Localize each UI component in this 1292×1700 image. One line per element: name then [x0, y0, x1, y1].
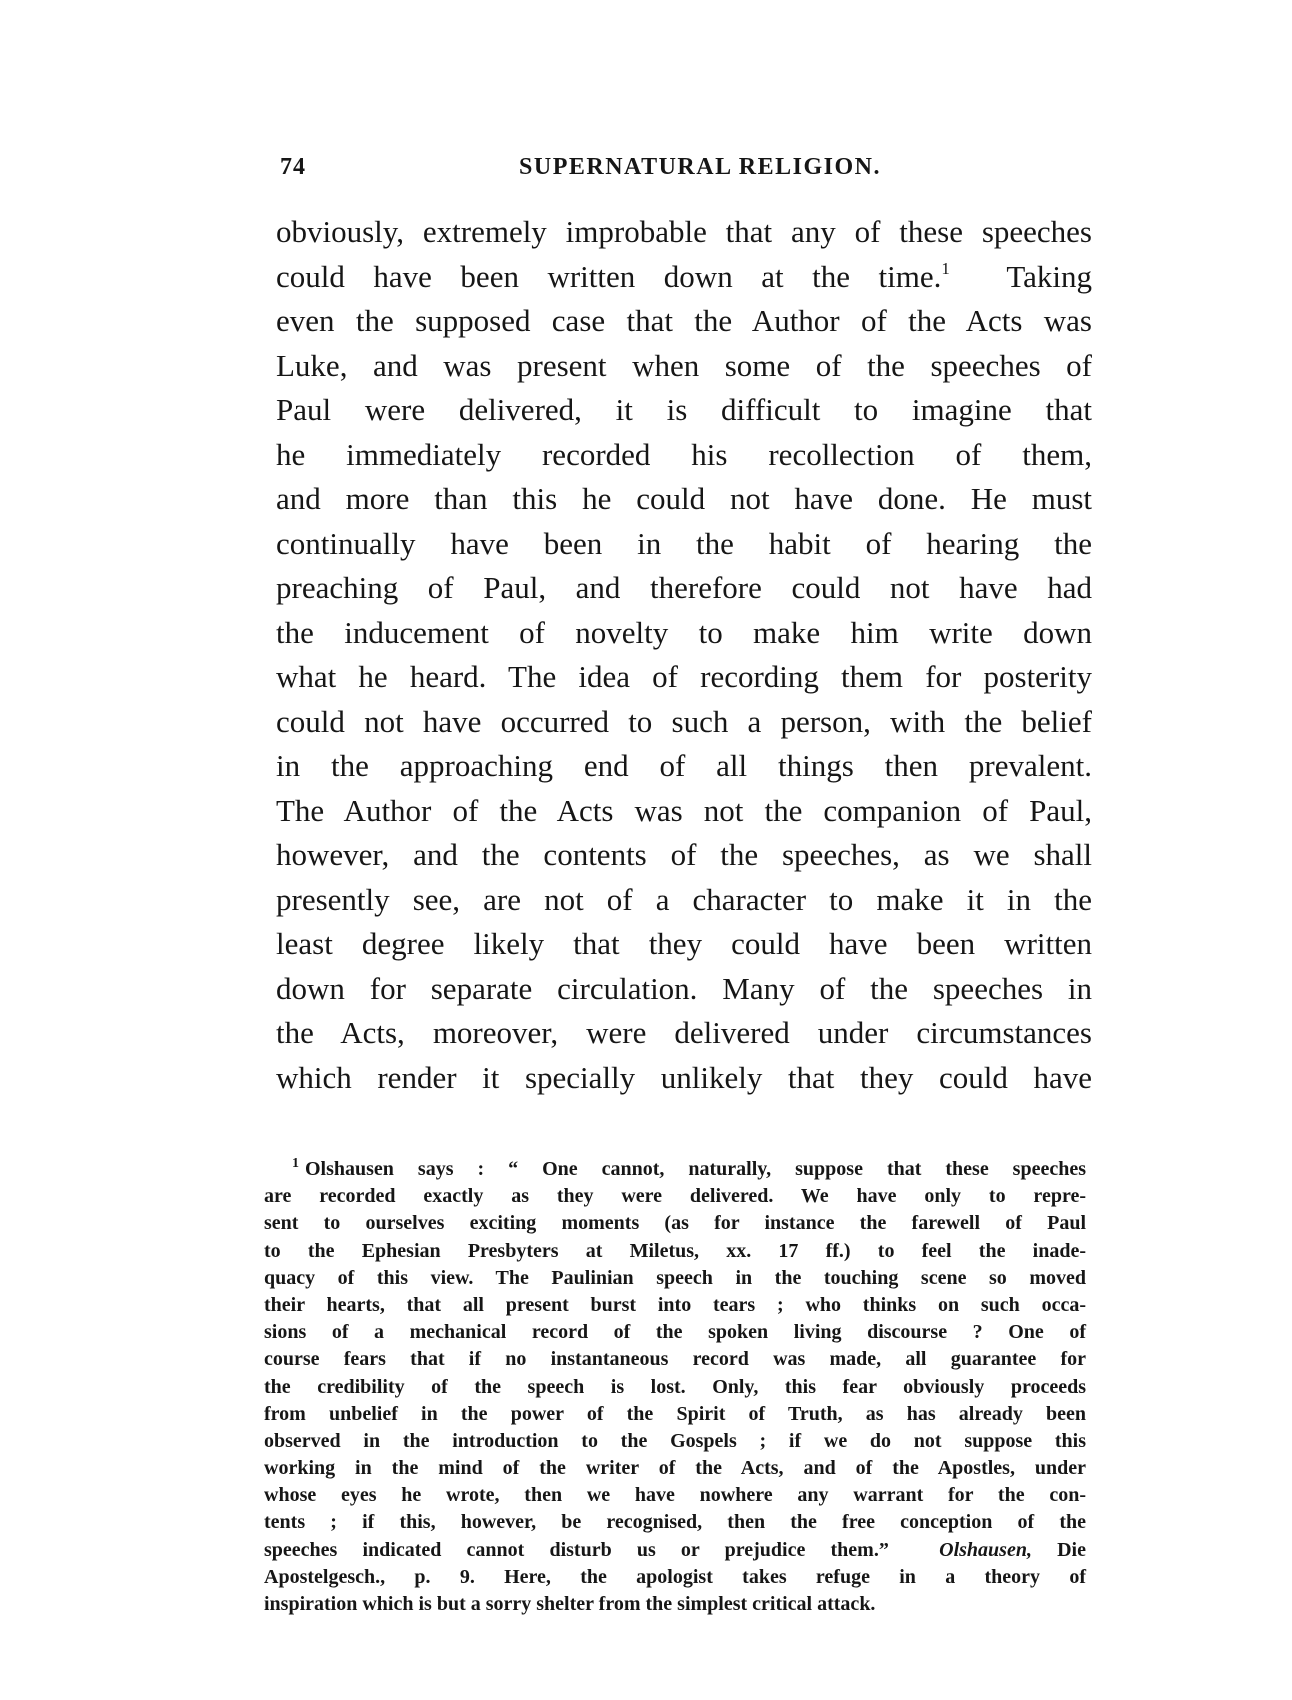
footnote-line: Apostelgesch., p. 9. Here, the apologist takes refuge in a theory of	[264, 1565, 1086, 1588]
footnote-line: to the Ephesian Presbyters at Miletus, xx. 17 ff.) to feel the inade-	[264, 1239, 1086, 1262]
text-line: the inducement of novelty to make him write down	[276, 614, 1092, 650]
footnote-reference: 1	[941, 258, 950, 278]
footnote-line: sent to ourselves exciting moments (as for instance the farewell of Paul	[264, 1212, 1086, 1235]
text-line: what he heard. The idea of recording them for posterity	[276, 659, 1092, 694]
text-line: least degree likely that they could have been written	[276, 926, 1092, 961]
text-line: obviously, extremely improbable that any of these speeches	[276, 214, 1092, 249]
footnote-line: tents ; if this, however, be recognised, then the free conception of the	[264, 1511, 1086, 1534]
footnote-line: working in the mind of the writer of the Acts, and of the Apostles, under	[264, 1457, 1086, 1480]
citation-title-start: Die	[1057, 1538, 1086, 1561]
main-text	[276, 210, 1092, 1100]
footnote-line: are recorded exactly as they were delivered. We have only to repre-	[264, 1185, 1086, 1208]
text-line: down for separate circulation. Many of the speeches in	[276, 970, 1092, 1006]
text-line	[276, 255, 1092, 300]
footnote-line: course fears that if no instantaneous record was made, all guarantee for	[264, 1348, 1086, 1371]
footnote-line: the credibility of the speech is lost. Only, this fear obviously proceeds	[264, 1375, 1086, 1398]
text-line: and more than this he could not have done. He must	[276, 481, 1092, 516]
text-line: he immediately recorded his recollection of them,	[276, 436, 1092, 472]
text-line-part: Taking	[1006, 258, 1092, 294]
text-line: in the approaching end of all things then prevalent.	[276, 748, 1092, 783]
text-line: could not have occurred to such a person, with the belief	[276, 703, 1092, 739]
footnote-line: from unbelief in the power of the Spirit of Truth, as has already been	[264, 1402, 1086, 1425]
text-line: even the supposed case that the Author of the Acts was	[276, 303, 1092, 338]
text-line: Luke, and was present when some of the speeches of	[276, 347, 1092, 383]
page-header	[270, 154, 1090, 188]
footnote-line	[264, 1156, 1086, 1183]
footnote-line: sions of a mechanical record of the spoken living discourse ? One of	[264, 1321, 1086, 1344]
text-line: The Author of the Acts was not the companion of Paul,	[276, 792, 1092, 828]
text-line: Paul were delivered, it is difficult to imagine that	[276, 392, 1092, 427]
footnote-line	[264, 1537, 1086, 1564]
text-line: continually have been in the habit of hearing the	[276, 525, 1092, 561]
footnote-line-text: speeches indicated cannot disturb us or prejudice them.”	[264, 1538, 889, 1561]
citation-author: Olshausen,	[939, 1538, 1032, 1561]
text-line-part: could have been written down at the time.	[276, 258, 942, 294]
footnote-line: their hearts, that all present burst into tears ; who thinks on such occa-	[264, 1293, 1086, 1316]
text-line: however, and the contents of the speeches, as we shall	[276, 837, 1092, 872]
footnote-line-text: Olshausen says : “ One cannot, naturally, suppose that these speeches	[305, 1158, 1086, 1180]
page-number: 74	[280, 154, 306, 180]
running-head: SUPERNATURAL RELIGION.	[519, 154, 881, 180]
footnote-line: whose eyes he wrote, then we have nowhere any warrant for the con-	[264, 1484, 1086, 1507]
footnote-line: observed in the introduction to the Gospels ; if we do not suppose this	[264, 1429, 1086, 1452]
footnote-line: quacy of this view. The Paulinian speech in the touching scene so moved	[264, 1266, 1086, 1289]
footnote-line: inspiration which is but a sorry shelter from the simplest critical attack.	[264, 1593, 876, 1615]
text-line: preaching of Paul, and therefore could not have had	[276, 570, 1092, 605]
text-line: the Acts, moreover, were delivered under circumstances	[276, 1015, 1092, 1050]
text-line: presently see, are not of a character to make it in the	[276, 881, 1092, 917]
text-line: which render it specially unlikely that they could have	[276, 1059, 1092, 1095]
footnote-marker: 1	[292, 1156, 299, 1171]
footnote	[264, 1156, 1086, 1618]
